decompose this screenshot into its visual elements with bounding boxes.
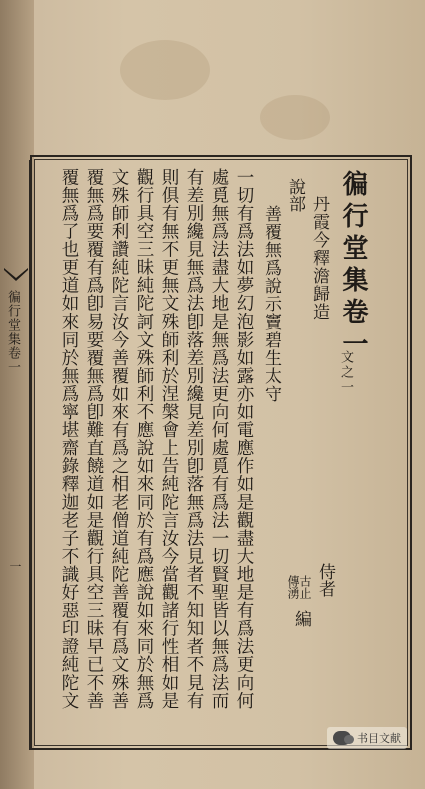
text-column: 文殊師利讚純陀言汝今善覆如來有爲之相老僧道純陀善覆有爲文殊善 xyxy=(109,168,129,710)
text-column: 覆無爲要覆有爲卽易要覆無爲卽難直饒道如是觀行具空三昧早已不善 xyxy=(84,168,104,710)
watermark-text: 书目文献 xyxy=(357,732,401,745)
signature-name-1: 古止 xyxy=(298,575,312,599)
source-watermark xyxy=(327,727,407,749)
wechat-icon xyxy=(333,731,351,745)
paper-stain xyxy=(260,95,330,140)
book-title: 徧行堂集卷一 xyxy=(338,170,368,362)
signature-action: 編 xyxy=(291,610,311,627)
text-column: 則俱有無不更無文殊師利於涅槃會上告純陀言汝今當觀諸行性相如是 xyxy=(159,168,179,710)
spine-page-number: 一 xyxy=(8,560,22,572)
text-column: 觀行具空三昧純陀訶文殊師利不應說如來同於有爲應說如來同於無爲 xyxy=(134,168,154,710)
volume-subtitle: 文之一 xyxy=(338,350,353,395)
text-column: 處覓無爲法盡大地是無爲法更向何處覓有爲法一切賢聖皆以無爲法而 xyxy=(209,168,229,710)
fish-tail-mark-icon xyxy=(2,268,30,282)
paper-stain xyxy=(120,40,210,100)
author-line: 丹霞今釋澹歸造 xyxy=(309,195,329,321)
spine-title: 徧行堂集卷一 xyxy=(5,290,20,374)
text-column: 有差別纔見無爲法卽落差別纔見差別卽落無爲法見者不知知者不見有 xyxy=(184,168,204,710)
text-column: 一切有爲法如夢幻泡影如露亦如電應作如是觀盡大地是有爲法更向何 xyxy=(234,168,254,710)
editor-signature xyxy=(285,555,345,675)
text-column: 覆無爲了也更道如來同於無爲寧堪齋錄釋迦老子不識好惡印證純陀文 xyxy=(59,168,79,710)
spine-column xyxy=(2,160,30,750)
signature-name-2: 傳湧 xyxy=(286,575,300,599)
signature-role: 侍者 xyxy=(315,563,335,597)
section-heading: 說部 xyxy=(285,178,305,212)
essay-title: 善覆無爲說示竇碧生太守 xyxy=(261,205,281,403)
